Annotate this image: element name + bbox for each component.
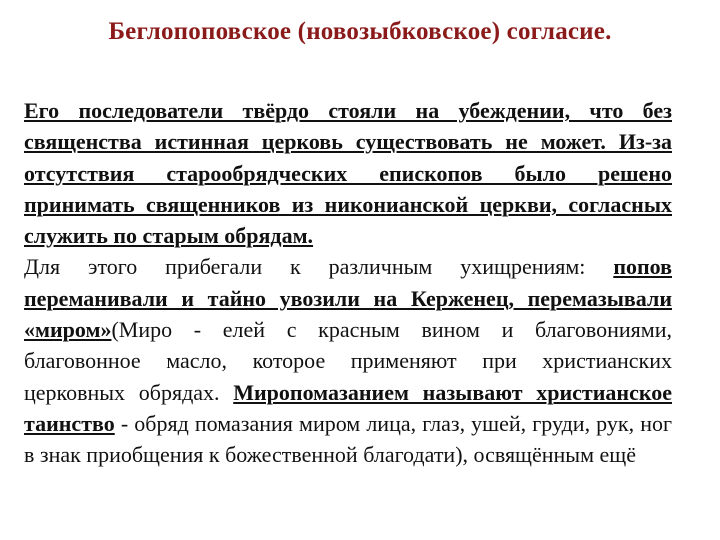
paragraph-believers: Его последователи твёрдо стояли на убеждении, что без священства истинная церковь существовать не может. Из-за отсутствия старообрядческих епископов было решено принимать священников из никонианской церкви, согласных служить по старым обрядам.	[24, 98, 672, 249]
paragraph-miro-definition: (Миро - елей с красным вином и благовониями, благовонное масло, которое применяют при христианских церковных обрядах.	[24, 317, 672, 405]
slide-title: Беглопоповское (новозыбковское) согласие.	[108, 18, 612, 45]
paragraph-methods-bold: попов переманивали и тайно увозили на Керженец, перемазывали «миром»	[24, 254, 672, 343]
paragraph-methods-intro: Для этого прибегали к различным ухищрениям:	[24, 254, 614, 280]
paragraph-rite-description: - обряд помазания миром лица, глаз, ушей, груди, рук, ног в знак приобщения к божественной благодати), освящённым ещё	[24, 410, 672, 468]
paragraph-miropomazanie-bold: Миропомазанием называют христианское таинство	[24, 379, 672, 436]
slide-body	[24, 95, 672, 471]
